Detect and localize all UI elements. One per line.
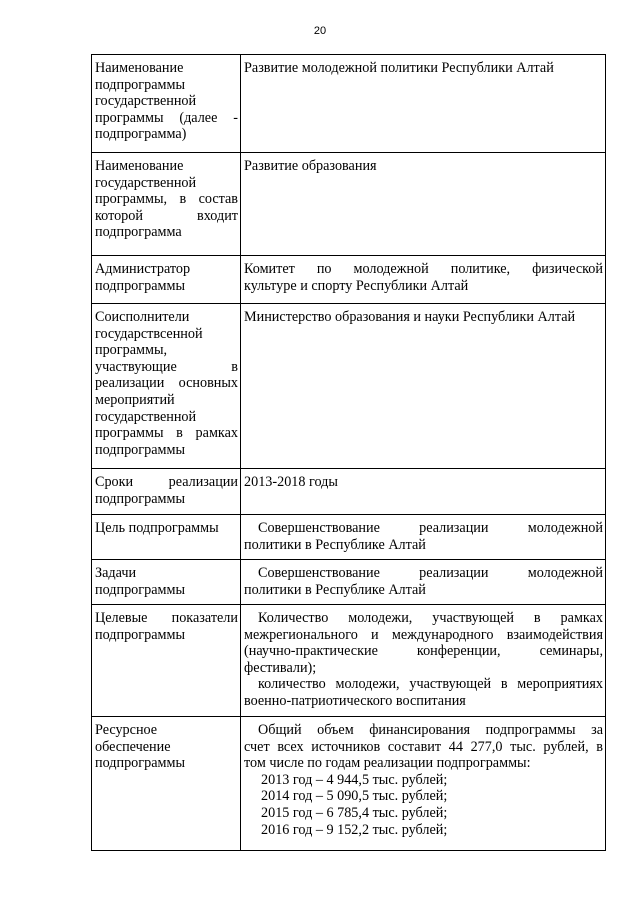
value-line: Общий объем финансирования подпрограммы за <box>258 722 603 738</box>
label-line: программы, в состав <box>95 191 238 208</box>
value-text: Развитие молодежной политики Республики Алтай <box>244 60 554 76</box>
row-value <box>241 304 606 469</box>
row-value <box>241 469 606 515</box>
label-line: Наименование <box>95 158 184 174</box>
label-line: подпрограммы <box>95 76 185 93</box>
value-line: Количество молодежи, участвующей в рамках <box>258 610 603 626</box>
subprogram-passport-table <box>91 54 606 851</box>
value-line: 2016 год – 9 152,2 тыс. рублей; <box>261 821 448 838</box>
label-line: Ресурсное <box>95 722 158 738</box>
row-value <box>241 515 606 560</box>
value-line: политики в Республике Алтай <box>244 536 426 553</box>
row-value <box>241 256 606 304</box>
label-line: Цель подпрограммы <box>95 520 219 536</box>
table-row <box>92 256 606 304</box>
label-line: Задачи <box>95 565 137 581</box>
row-label <box>92 717 241 851</box>
value-line: счет всех источников составит 44 277,0 тыс. рублей, в <box>244 738 603 755</box>
row-label <box>92 256 241 304</box>
table-row <box>92 605 606 717</box>
value-line: 2015 год – 6 785,4 тыс. рублей; <box>261 804 448 821</box>
row-label <box>92 304 241 469</box>
label-line: подпрограмма <box>95 224 182 241</box>
value-line: 2013 год – 4 944,5 тыс. рублей; <box>261 771 448 788</box>
label-line: которой входит <box>95 207 238 224</box>
row-value <box>241 717 606 851</box>
table-row <box>92 153 606 256</box>
label-line: Соисполнители <box>95 309 190 325</box>
table-row <box>92 560 606 605</box>
label-line: государственной <box>95 174 197 191</box>
label-line: программы, <box>95 342 168 359</box>
label-line: подпрограммы <box>95 755 185 772</box>
value-line: количество молодежи, участвующей в мероприятиях <box>258 676 603 693</box>
table-row <box>92 469 606 515</box>
row-value <box>241 55 606 153</box>
label-line: мероприятий <box>95 391 175 408</box>
value-line: политики в Республике Алтай <box>244 581 426 598</box>
value-line: Совершенствование реализации молодежной <box>258 565 603 581</box>
row-label <box>92 605 241 717</box>
table-row <box>92 717 606 851</box>
label-line: подпрограммы <box>95 277 185 294</box>
value-line: том числе по годам реализации подпрограммы: <box>244 755 531 772</box>
row-label <box>92 469 241 515</box>
value-line: 2014 год – 5 090,5 тыс. рублей; <box>261 788 448 805</box>
value-line: фестивали); <box>244 659 317 676</box>
value-line: Комитет по молодежной политике, физической <box>244 261 603 277</box>
label-line: Наименование <box>95 60 184 76</box>
value-text: Министерство образования и науки Республики Алтай <box>244 309 576 325</box>
label-line: подпрограммы <box>95 441 185 458</box>
label-line: Сроки реализации <box>95 474 238 490</box>
value-text: Развитие образования <box>244 158 377 174</box>
label-line: реализации основных <box>95 375 238 392</box>
label-line: Администратор <box>95 261 191 277</box>
table-row <box>92 515 606 560</box>
row-label <box>92 515 241 560</box>
row-label <box>92 153 241 256</box>
label-line: государственной <box>95 93 197 110</box>
page-number: 20 <box>313 25 327 37</box>
label-line: подпрограммы <box>95 490 185 507</box>
row-value <box>241 560 606 605</box>
value-text: 2013-2018 годы <box>244 474 338 490</box>
label-line: государственной <box>95 408 197 425</box>
row-value <box>241 153 606 256</box>
row-label <box>92 55 241 153</box>
label-line: подпрограммы <box>95 581 185 598</box>
label-line: подпрограммы <box>95 626 185 643</box>
label-line: программы (далее - <box>95 109 238 126</box>
label-line: участвующие в <box>95 358 238 375</box>
label-line: государствсенной <box>95 325 203 342</box>
label-line: подпрограмма) <box>95 126 187 143</box>
value-line: межрегионального и международного взаимодействия <box>244 626 603 643</box>
table-row <box>92 55 606 153</box>
value-line: военно-патриотического воспитания <box>244 692 466 709</box>
value-line: культуре и спорту Республики Алтай <box>244 277 469 294</box>
table-row <box>92 304 606 469</box>
label-line: обеспечение <box>95 738 171 755</box>
label-line: программы в рамках <box>95 425 238 442</box>
row-label <box>92 560 241 605</box>
label-line: Целевые показатели <box>95 610 238 626</box>
value-line: (научно-практические конференции, семинары, <box>244 643 603 660</box>
row-value <box>241 605 606 717</box>
value-line: Совершенствование реализации молодежной <box>258 520 603 536</box>
